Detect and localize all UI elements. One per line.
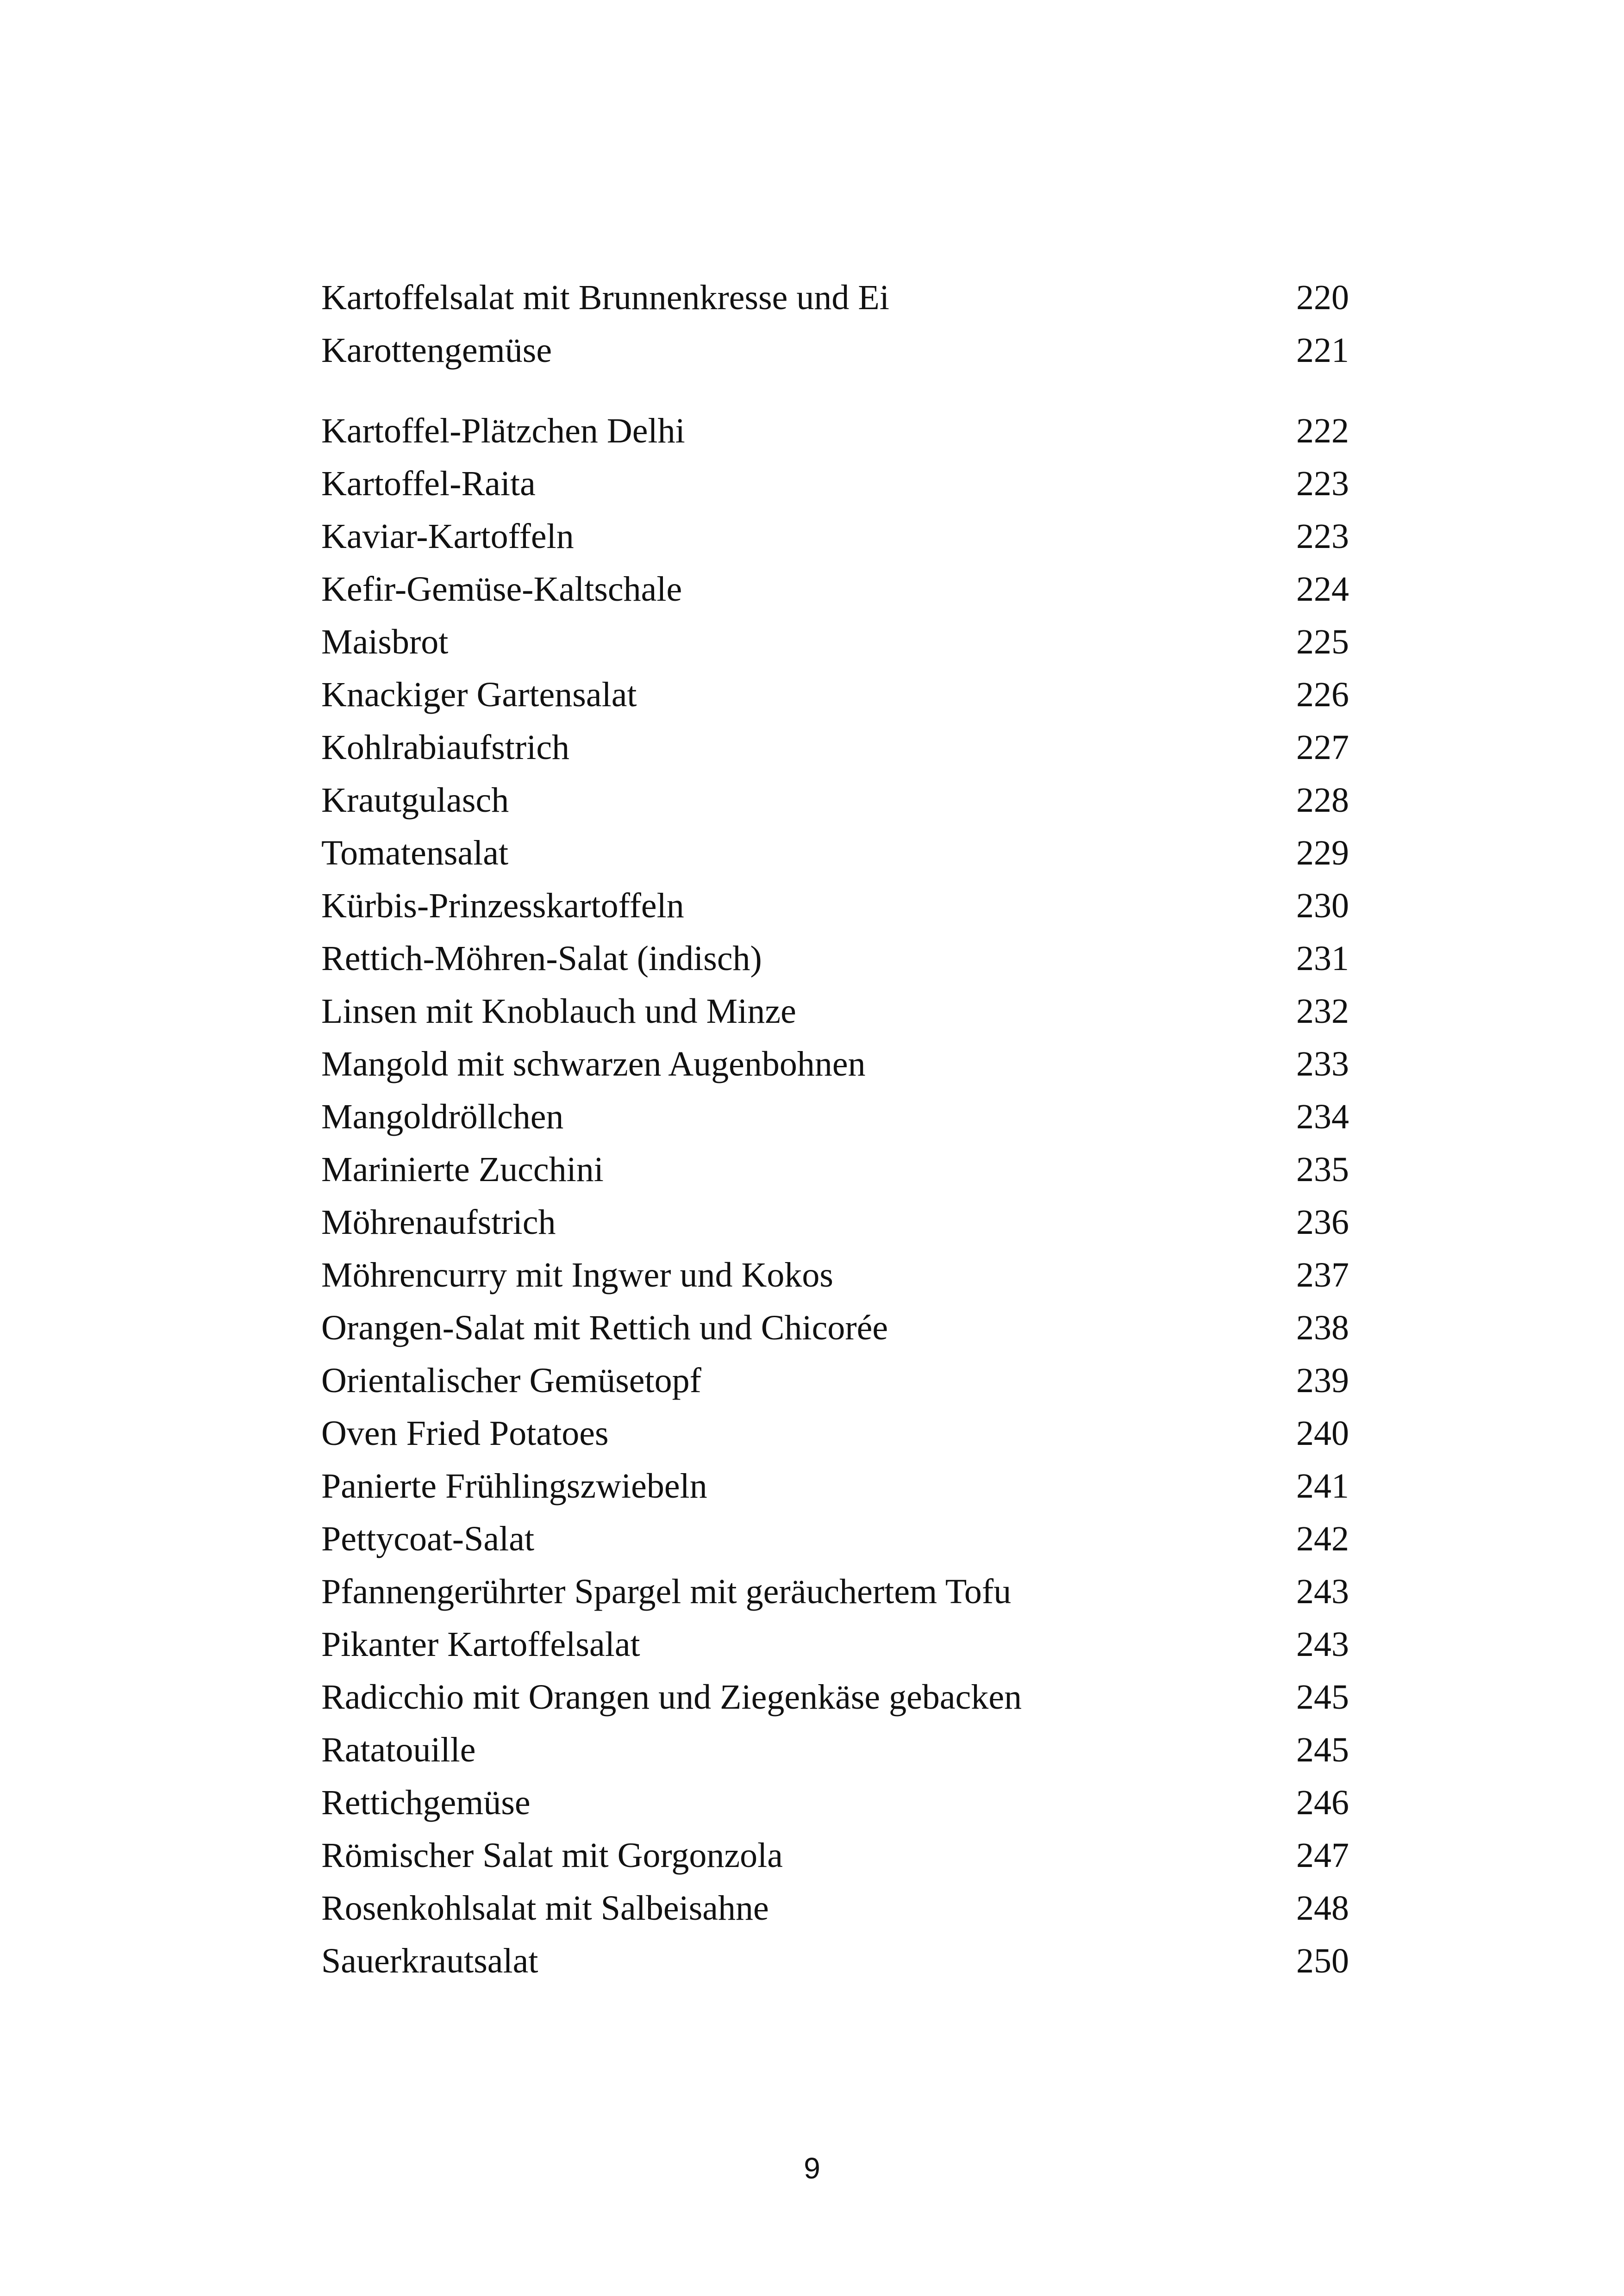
toc-entry-title: Sauerkrautsalat (321, 1941, 538, 1980)
toc-entry (321, 774, 1349, 827)
toc-entry-page: 231 (1296, 939, 1349, 978)
toc-entry (321, 1724, 1349, 1776)
toc-entry (321, 1196, 1349, 1249)
toc-entry-page: 246 (1296, 1783, 1349, 1822)
toc-entry-page: 250 (1296, 1941, 1349, 1980)
toc-entry-title: Rettich-Möhren-Salat (indisch) (321, 939, 762, 978)
toc-entry-title: Rettichgemüse (321, 1783, 531, 1822)
toc-entry (321, 668, 1349, 721)
toc-entry (321, 1301, 1349, 1354)
toc-entry (321, 721, 1349, 774)
toc-entry-page: 236 (1296, 1203, 1349, 1242)
toc-entry-page: 225 (1296, 622, 1349, 661)
toc-entry-page: 238 (1296, 1308, 1349, 1347)
toc-entry (321, 932, 1349, 985)
toc-entry-page: 242 (1296, 1519, 1349, 1558)
toc-entry (321, 1143, 1349, 1196)
toc-entry (321, 827, 1349, 879)
toc-entry-page: 243 (1296, 1572, 1349, 1611)
toc-entry-title: Kaviar-Kartoffeln (321, 517, 574, 556)
toc-entry-page: 234 (1296, 1097, 1349, 1136)
toc-entry-page: 229 (1296, 834, 1349, 872)
toc-entry-title: Möhrencurry mit Ingwer und Kokos (321, 1256, 834, 1294)
toc-entry-title: Rosenkohlsalat mit Salbeisahne (321, 1889, 769, 1928)
toc-entry-title: Orientalischer Gemüsetopf (321, 1361, 701, 1400)
toc-entry (321, 563, 1349, 616)
toc-entry-title: Marinierte Zucchini (321, 1150, 604, 1189)
toc-entry-page: 245 (1296, 1730, 1349, 1769)
toc-entry (321, 1776, 1349, 1829)
toc-entry-title: Ratatouille (321, 1730, 476, 1769)
toc-entry (321, 404, 1349, 457)
toc-entry-title: Kürbis-Prinzesskartoffeln (321, 886, 684, 925)
toc-entry-page: 243 (1296, 1625, 1349, 1664)
toc-entry (321, 1460, 1349, 1512)
toc-entry (321, 510, 1349, 563)
toc-entry-title: Pettycoat-Salat (321, 1519, 535, 1558)
toc-entry-title: Kefir-Gemüse-Kaltschale (321, 570, 682, 609)
toc-entry-page: 220 (1296, 278, 1349, 317)
toc-entry (321, 457, 1349, 510)
toc-entry-page: 224 (1296, 570, 1349, 609)
toc-entry-title: Kartoffelsalat mit Brunnenkresse und Ei (321, 278, 889, 317)
toc-entry-title: Krautgulasch (321, 781, 509, 820)
toc-entry-page: 223 (1296, 464, 1349, 503)
toc-entry (321, 1618, 1349, 1671)
toc-entry-title: Panierte Frühlingszwiebeln (321, 1467, 707, 1506)
toc-entry-page: 228 (1296, 781, 1349, 820)
toc-entry-title: Maisbrot (321, 622, 449, 661)
toc-entry (321, 1090, 1349, 1143)
toc-entry-page: 241 (1296, 1467, 1349, 1506)
toc-entry-page: 240 (1296, 1414, 1349, 1453)
table-of-contents (321, 271, 1349, 1987)
toc-entry-title: Römischer Salat mit Gorgonzola (321, 1836, 783, 1875)
toc-entry-title: Linsen mit Knoblauch und Minze (321, 992, 796, 1031)
toc-entry-title: Radicchio mit Orangen und Ziegenkäse gebacken (321, 1678, 1022, 1717)
toc-entry-page: 222 (1296, 411, 1349, 450)
toc-entry (321, 1671, 1349, 1724)
toc-entry (321, 1935, 1349, 1987)
toc-entry-page: 237 (1296, 1256, 1349, 1294)
toc-entry-title: Mangoldröllchen (321, 1097, 564, 1136)
toc-entry-page: 235 (1296, 1150, 1349, 1189)
toc-entry-title: Möhrenaufstrich (321, 1203, 556, 1242)
toc-entry (321, 1512, 1349, 1565)
toc-entry (321, 1038, 1349, 1090)
toc-entry-page: 227 (1296, 728, 1349, 767)
toc-entry-title: Karottengemüse (321, 331, 552, 370)
toc-entry (321, 616, 1349, 668)
toc-entry-title: Mangold mit schwarzen Augenbohnen (321, 1045, 866, 1083)
toc-entry-page: 221 (1296, 331, 1349, 370)
toc-entry-page: 248 (1296, 1889, 1349, 1928)
toc-entry-title: Pikanter Kartoffelsalat (321, 1625, 640, 1664)
toc-entry-title: Pfannengerührter Spargel mit geräuchertem Tofu (321, 1572, 1012, 1611)
toc-entry-page: 247 (1296, 1836, 1349, 1875)
toc-entry (321, 1829, 1349, 1882)
toc-entry-page: 233 (1296, 1045, 1349, 1083)
toc-entry-title: Orangen-Salat mit Rettich und Chicorée (321, 1308, 888, 1347)
toc-entry-title: Kohlrabiaufstrich (321, 728, 570, 767)
toc-entry-page: 232 (1296, 992, 1349, 1031)
page-number: 9 (804, 2152, 820, 2185)
toc-entry-page: 226 (1296, 675, 1349, 714)
toc-entry (321, 985, 1349, 1038)
toc-entry (321, 1565, 1349, 1618)
toc-entry-page: 223 (1296, 517, 1349, 556)
toc-entry (321, 1354, 1349, 1407)
toc-entry-title: Kartoffel-Plätzchen Delhi (321, 411, 685, 450)
toc-entry (321, 324, 1349, 377)
toc-entry (321, 879, 1349, 932)
toc-entry (321, 1407, 1349, 1460)
toc-entry-title: Kartoffel-Raita (321, 464, 536, 503)
toc-entry-page: 230 (1296, 886, 1349, 925)
toc-entry-page: 245 (1296, 1678, 1349, 1717)
toc-entry (321, 1882, 1349, 1935)
toc-entry (321, 271, 1349, 324)
toc-entry-title: Knackiger Gartensalat (321, 675, 637, 714)
toc-entry-title: Tomatensalat (321, 834, 509, 872)
toc-entry-page: 239 (1296, 1361, 1349, 1400)
toc-entry-title: Oven Fried Potatoes (321, 1414, 609, 1453)
toc-entry (321, 1249, 1349, 1301)
